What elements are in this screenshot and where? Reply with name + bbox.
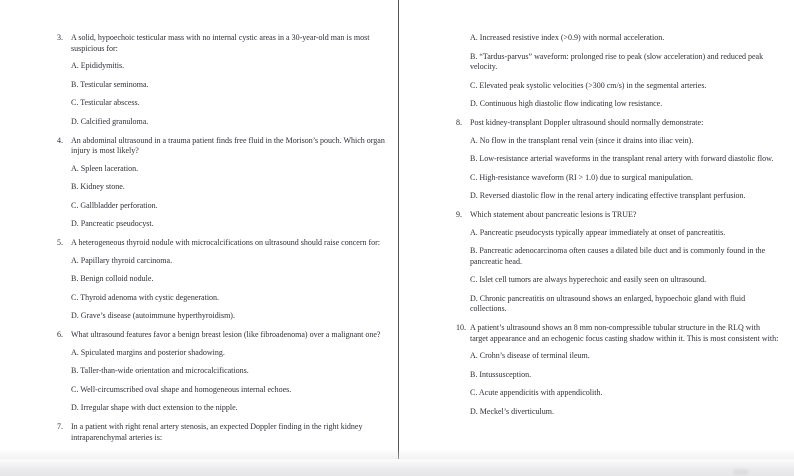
question-number: 5.	[57, 238, 63, 247]
answer-option: A. Spiculated margins and posterior shadowing.	[71, 347, 225, 357]
options-continuation	[456, 33, 782, 112]
question-body	[470, 33, 780, 112]
answer-option: C. Gallbladder perforation.	[71, 200, 158, 210]
question-text: An abdominal ultrasound in a trauma patient finds free fluid in the Morison’s pouch. Which organ injury is most likely?	[71, 135, 385, 155]
answer-option: A. Epididymitis.	[71, 61, 125, 70]
answer-option: B. Intussusception.	[470, 369, 532, 379]
question-body	[470, 323, 780, 419]
question-text: Post kidney-transplant Doppler ultrasound should normally demonstrate:	[470, 118, 704, 127]
answer-option: D. Chronic pancreatitis on ultrasound shows an enlarged, hypoechoic gland with fluid collections.	[470, 293, 746, 313]
question-item	[57, 422, 391, 450]
answer-option: C. Elevated peak systolic velocities (>300 cm/s) in the segmental arteries.	[470, 80, 707, 90]
column-left	[57, 33, 391, 457]
answer-option: D. Continuous high diastolic flow indicating low resistance.	[470, 99, 663, 108]
answer-option: D. Grave’s disease (autoimmune hyperthyroidism).	[71, 311, 235, 320]
answer-option: C. Testicular abscess.	[71, 98, 140, 107]
answer-option: D. Meckel’s diverticulum.	[470, 406, 554, 416]
page-bottom-gap	[0, 459, 794, 476]
question-number: 3.	[57, 33, 63, 42]
question-body	[71, 330, 391, 416]
question-body	[470, 118, 780, 204]
answer-option: A. Pancreatic pseudocysts typically appear immediately at onset of pancreatitis.	[470, 227, 726, 237]
question-body	[470, 210, 780, 317]
answer-option: C. High-resistance waveform (RI > 1.0) due to surgical manipulation.	[470, 172, 693, 182]
question-number: 9.	[456, 210, 462, 219]
question-item	[57, 330, 391, 416]
question-item	[57, 33, 391, 129]
answer-option: A. Crohn’s disease of terminal ileum.	[470, 351, 590, 360]
answer-option: B. Benign colloid nodule.	[71, 274, 154, 283]
question-text: A solid, hypoechoic testicular mass with no internal cystic areas in a 30-year-old man is most suspicious for:	[71, 33, 370, 53]
answer-option: D. Pancreatic pseudocyst.	[71, 219, 154, 228]
answer-option: B. Low-resistance arterial waveforms in the transplant renal artery with forward diastolic flow.	[470, 154, 774, 163]
question-number: 7.	[57, 422, 63, 431]
answer-option: B. Pancreatic adenocarcinoma often causes a dilated bile duct and is commonly found in the pancreatic head.	[470, 246, 766, 266]
question-item	[456, 118, 782, 204]
answer-option: B. Testicular seminoma.	[71, 79, 149, 89]
question-number	[456, 33, 470, 112]
question-item	[57, 136, 391, 232]
question-text: In a patient with right renal artery stenosis, an expected Doppler finding in the right kidney intraparenchymal arteries is:	[71, 422, 363, 442]
question-number: 4.	[57, 135, 63, 145]
answer-option: A. Increased resistive index (>0.9) with normal acceleration.	[470, 33, 665, 42]
answer-option: D. Irregular shape with duct extension to the nipple.	[71, 403, 238, 412]
question-body	[71, 33, 391, 129]
watermark-smudge	[733, 469, 749, 475]
question-number: 10.	[456, 323, 466, 332]
question-item	[456, 323, 782, 419]
question-number: 6.	[57, 330, 63, 339]
answer-option: C. Well-circumscribed oval shape and homogeneous internal echoes.	[71, 384, 292, 394]
page-edge-shadow	[0, 449, 794, 459]
answer-option: D. Calcified granuloma.	[71, 116, 149, 126]
question-body	[71, 136, 391, 232]
answer-option: A. Spleen laceration.	[71, 163, 139, 173]
answer-option: A. Papillary thyroid carcinoma.	[71, 255, 173, 265]
question-number: 8.	[456, 118, 462, 127]
question-text: A heterogeneous thyroid nodule with microcalcifications on ultrasound should raise concern for:	[71, 238, 381, 247]
answer-option: C. Islet cell tumors are always hyperechoic and easily seen on ultrasound.	[470, 275, 707, 284]
question-item	[456, 210, 782, 317]
question-text: Which statement about pancreatic lesions is TRUE?	[470, 210, 637, 219]
answer-option: A. No flow in the transplant renal vein (since it drains into iliac vein).	[470, 135, 694, 145]
answer-option: B. Kidney stone.	[71, 182, 125, 191]
column-right	[456, 33, 782, 426]
question-text: What ultrasound features favor a benign breast lesion (like fibroadenoma) over a malignant one?	[71, 330, 381, 339]
answer-option: D. Reversed diastolic flow in the renal artery indicating effective transplant perfusion.	[470, 191, 746, 200]
question-body	[71, 238, 391, 324]
answer-option: B. “Tardus-parvus” waveform: prolonged rise to peak (slow acceleration) and reduced peak velocity.	[470, 51, 764, 71]
question-text: A patient’s ultrasound shows an 8 mm non-compressible tubular structure in the RLQ with target appearance and an echogenic focus casting shadow within it. This is most consistent with:	[470, 323, 779, 343]
question-item	[57, 238, 391, 324]
column-divider-line	[398, 0, 399, 460]
question-body	[71, 422, 391, 450]
answer-option: B. Taller-than-wide orientation and microcalcifications.	[71, 366, 249, 375]
answer-option: C. Acute appendicitis with appendicolith.	[470, 388, 603, 397]
answer-option: C. Thyroid adenoma with cystic degeneration.	[71, 292, 220, 302]
